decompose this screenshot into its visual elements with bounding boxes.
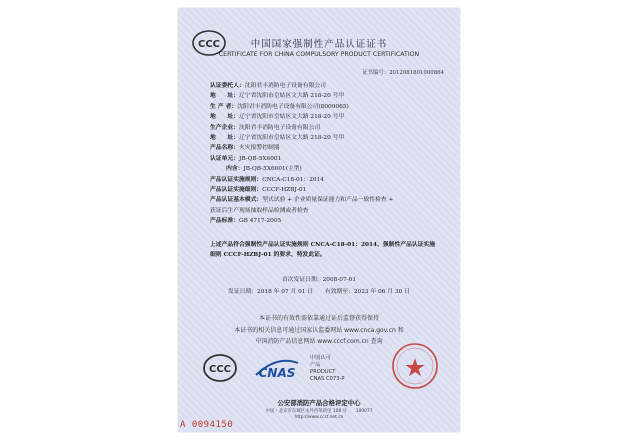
field-row: 认证单元： JB-QB-5X6001 <box>210 155 282 162</box>
conformity-statement: 上述产品符合强制性产品认证实施规则 CNCA-C18-01：2014、强制性产品认证实施细则 CCCF-HZBJ-01 的要求，特发此证。 <box>210 242 436 258</box>
svg-text:CCC: CCC <box>208 364 232 375</box>
field-row: 地 址： 辽宁省沈阳市皇姑区文大路 218-20 号甲 <box>210 134 345 141</box>
field-row: 生产企业： 沈阳君丰消防电子设备有限公司 <box>210 124 321 131</box>
note-line: 中国消防产品信息网站 www.cccf.com.cn 查询 <box>255 338 383 346</box>
certificate-title-cn: 中国国家强制性产品认证证书 <box>250 39 388 50</box>
field-row: 产品名称： 火灾报警控制器 <box>210 145 280 152</box>
field-row: 内含： JB-QB-5X6001(主型) <box>226 166 302 173</box>
certificate-title-en: CERTIFICATE FOR CHINA COMPULSORY PRODUCT CERTIFICATION <box>218 51 420 58</box>
issue-validity-dates: 发证日期：2018 年 07 月 01 日 有效期至：2023 年 06 月 30 日 <box>228 289 410 295</box>
cnas-accreditation-text: 中国认可 产品 PRODUCT CNAS C073-P <box>310 355 345 382</box>
organization-address: 中国・北京市东城区永外西革新里 108 号 100077 <box>265 409 373 414</box>
field-row: 产品认证实施细则： CCCF-HZBJ-01 <box>210 186 307 193</box>
certificate-number-label: 证书编号： <box>362 70 390 76</box>
field-row: 认证委托人： 沈阳君丰消防电子设备有限公司 <box>210 83 326 89</box>
organization-website: http://www.cccf.net.cn <box>294 415 344 420</box>
cnas-logo-icon <box>252 353 302 385</box>
field-row: 产品认证实施规则： CNCA-C18-01：2014 <box>210 176 324 183</box>
note-line: 本证书的有效性需依靠通过证后监督获得保持 <box>258 315 379 322</box>
svg-text:CNAS: CNAS <box>258 366 296 380</box>
field-row: 产品标准： GB 4717-2005 <box>210 218 282 225</box>
field-row: 产品认证基本模式： 型式试验 + 企业质量保证能力和产品一致性检查 + <box>210 197 394 204</box>
first-issue-date: 首次发证日期：2008-07-01 <box>281 277 357 283</box>
field-row: 地 址： 辽宁省沈阳市皇姑区文大路 218-20 号甲 <box>210 114 345 121</box>
certificate-sheet <box>178 8 460 432</box>
official-seal-icon <box>390 341 440 391</box>
issuing-organization: 公安部消防产品合格评定中心 <box>277 399 361 407</box>
certificate-number <box>362 68 444 76</box>
field-row: 地 址： 辽宁省沈阳市皇姑区文大路 218-20 号甲 <box>210 93 345 100</box>
field-row: 生 产 者： 沈阳君丰消防电子设备有限公司(8000065) <box>210 103 349 110</box>
certificate-fields <box>210 82 446 227</box>
note-line: 本证书的相关信息可通过国家认监委网站 www.cnca.gov.cn 和 <box>234 326 404 334</box>
svg-text:CCC: CCC <box>197 39 221 50</box>
serial-number: A 0094150 <box>180 420 234 430</box>
certificate-number-value: 2012081801000864 <box>389 70 444 76</box>
logo-row <box>202 351 436 393</box>
field-row: 获证后生产现场抽取样品检测或者检查 <box>210 207 309 214</box>
cccf-logo-icon <box>202 353 238 383</box>
